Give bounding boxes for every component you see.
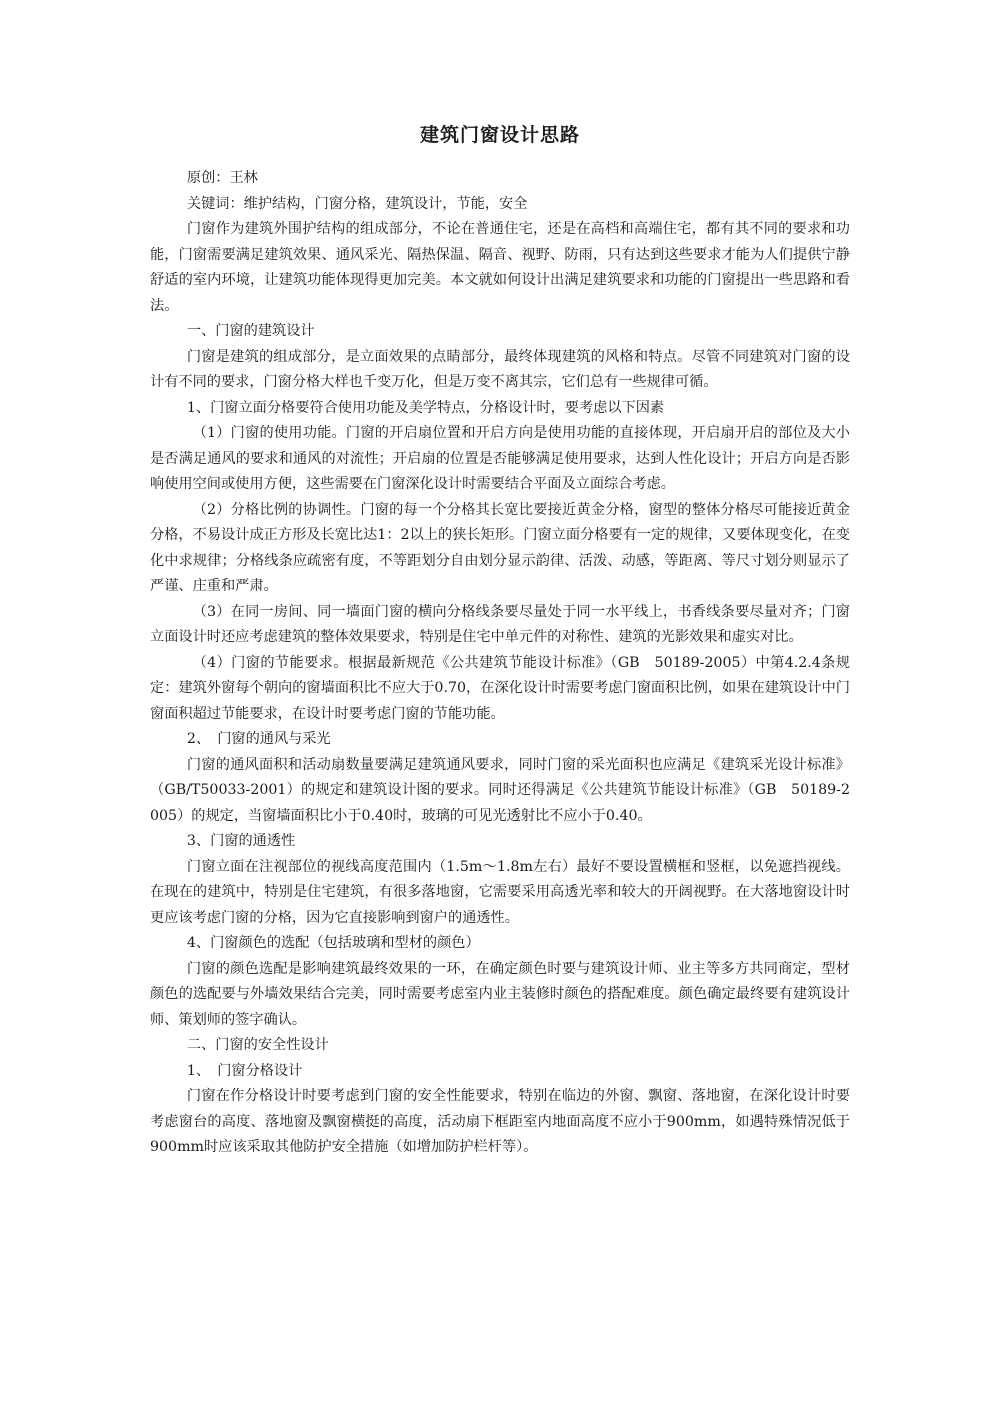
section1-sub1-heading: 1、门窗立面分格要符合使用功能及美学特点，分格设计时，要考虑以下因素 <box>186 399 665 416</box>
section1-sub2-body: 门窗的通风面积和活动扇数量要满足建筑通风要求，同时门窗的采光面积也应满足《建筑采光设计标准》（GB/T50033-2001）的规定和建筑设计图的要求。同时还得满足《公共建筑节能设计标准》（GB 50189-2005）的规定，当窗墙面积比小于0.40时，玻璃的可见光透射比不应小于0.40。 <box>150 756 850 824</box>
author-line: 原创：王林 <box>186 170 258 186</box>
section1-sub1-item-1: （1）门窗的使用功能。门窗的开启扇位置和开启方向是使用功能的直接体现，开启扇开启的部位及大小是否满足通风的要求和通风的对流性；开启扇的位置是否能够满足使用要求，达到人性化设计；开启方向是否影响使用空间或使用方便，这些需要在门窗深化设计时需要结合平面及立面综合考虑。 <box>150 425 850 492</box>
section1-sub2-heading: 2、 门窗的通风与采光 <box>186 731 331 747</box>
section1-sub3-body: 门窗立面在注视部位的视线高度范围内（1.5m～1.8m左右）最好不要设置横框和竖框，以免遮挡视线。在现在的建筑中，特别是住宅建筑，有很多落地窗，它需要采用高透光率和较大的开阔视野。在大落地窗设计时更应该考虑门窗的分格，因为它直接影响到窗户的通透性。 <box>150 858 850 926</box>
section2-sub1-heading: 1、 门窗分格设计 <box>186 1062 303 1079</box>
keywords-line: 关键词：维护结构，门窗分格，建筑设计，节能，安全 <box>186 195 528 212</box>
section1-heading: 一、门窗的建筑设计 <box>186 323 315 339</box>
document-page <box>150 118 850 1161</box>
section1-intro: 门窗是建筑的组成部分，是立面效果的点睛部分，最终体现建筑的风格和特点。尽管不同建筑对门窗的设计有不同的要求，门窗分格大样也千变万化，但是万变不离其宗，它们总有一些规律可循。 <box>150 348 850 390</box>
section1-sub4-heading: 4、门窗颜色的选配（包括玻璃和型材的颜色） <box>186 935 480 951</box>
section1-sub3-heading: 3、门窗的通透性 <box>186 833 296 849</box>
section1-sub1-item-4: （4）门窗的节能要求。根据最新规范《公共建筑节能设计标准》（GB 50189-2005）中第4.2.4条规定：建筑外窗每个朝向的窗墙面积比不应大于0.70，在深化设计时需要考虑门窗面积比例，如果在建筑设计中门窗面积超过节能要求，在设计时要考虑门窗的节能功能。 <box>150 654 850 722</box>
section2-heading: 二、门窗的安全性设计 <box>186 1037 329 1053</box>
section1-sub1-item-2: （2）分格比例的协调性。门窗的每一个分格其长宽比要接近黄金分格，窗型的整体分格尽可能接近黄金分格，不易设计成正方形及长宽比达1：2以上的狭长矩形。门窗立面分格要有一定的规律，又要体现变化，在变化中求规律；分格线条应疏密有度，不等距划分自由划分显示韵律、活泼、动感，等距离、等尺寸划分则显示了严谨、庄重和严肃。 <box>150 501 850 594</box>
section1-sub4-body: 门窗的颜色选配是影响建筑最终效果的一环，在确定颜色时要与建筑设计师、业主等多方共同商定，型材颜色的选配要与外墙效果结合完美，同时需要考虑室内业主装修时颜色的搭配难度。颜色确定最终要有建筑设计师、策划师的签字确认。 <box>150 960 850 1028</box>
section1-sub1-item-3: （3）在同一房间、同一墙面门窗的横向分格线条要尽量处于同一水平线上，书香线条要尽量对齐；门窗立面设计时还应考虑建筑的整体效果要求，特别是住宅中单元件的对称性、建筑的光影效果和虚实对比。 <box>150 603 850 645</box>
document-title: 建筑门窗设计思路 <box>419 124 580 146</box>
section2-sub1-body: 门窗在作分格设计时要考虑到门窗的安全性能要求，特别在临边的外窗、飘窗、落地窗，在深化设计时要考虑窗台的高度、落地窗及飘窗横挺的高度，活动扇下框距室内地面高度不应小于900mm，如遇特殊情况低于900mm时应该采取其他防护安全措施（如增加防护栏杆等）。 <box>150 1088 850 1155</box>
intro-paragraph: 门窗作为建筑外围护结构的组成部分，不论在普通住宅，还是在高档和高端住宅，都有其不同的要求和功能，门窗需要满足建筑效果、通风采光、隔热保温、隔音、视野、防雨，只有达到这些要求才能为人们提供宁静舒适的室内环境，让建筑功能体现得更加完美。本文就如何设计出满足建筑要求和功能的门窗提出一些思路和看法。 <box>150 221 850 314</box>
